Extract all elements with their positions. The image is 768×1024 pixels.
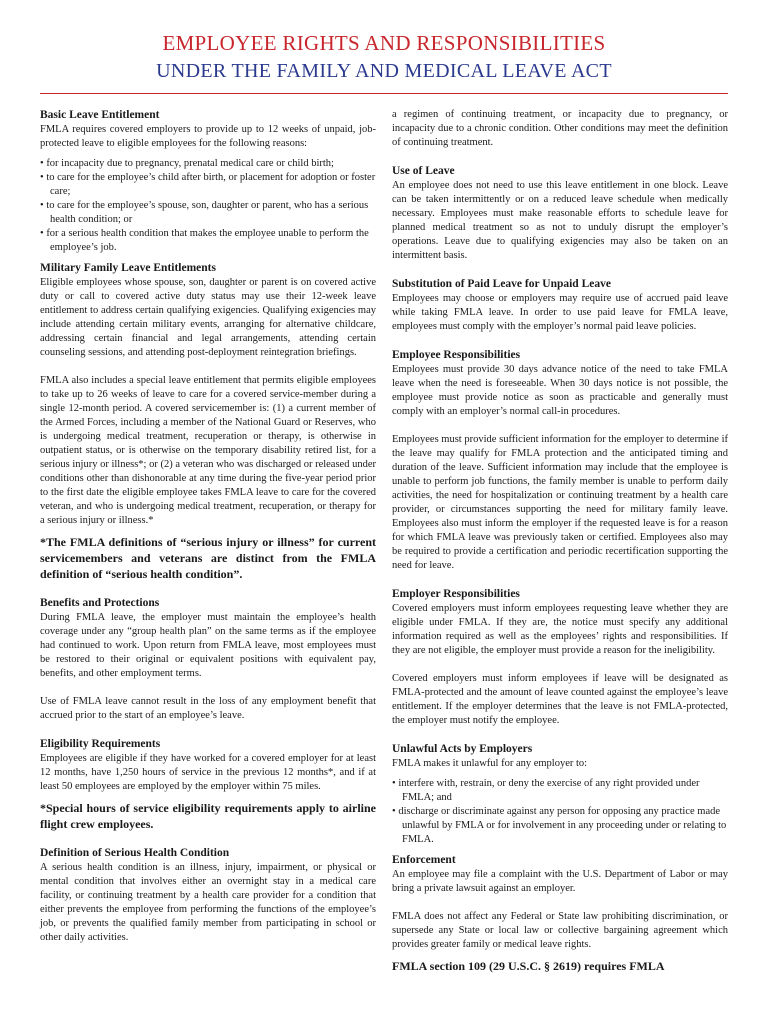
enforcement-cutoff-line: FMLA section 109 (29 U.S.C. § 2619) requires FMLA [392,959,665,973]
military-note: *The FMLA definitions of “serious injury or illness” for current servicemembers and veterans are distinct from the FMLA definition of “serious health condition”. [40,535,376,581]
military-paragraph-1: Eligible employees whose spouse, son, daughter or parent is on covered active duty or call to covered active duty status may use their 12-week leave entitlement to address certain qualifying exigencies. Qualifying exigencies may include attending certain military events, arranging for alternative childcare, addressing certain financial and legal arrangements, attending certain counseling sessions, and attending post-deployment reintegration briefings. [40,277,376,358]
section-heading-employee-responsibilities: Employee Responsibilities [392,349,521,361]
section-heading-eligibility: Eligibility Requirements [40,738,161,750]
section-heading-unlawful: Unlawful Acts by Employers [392,743,533,755]
section-heading-use: Use of Leave [392,165,455,177]
basic-reasons-list [40,157,376,255]
list-item: • to care for the employee’s spouse, son, daughter or parent, who has a serious health condition; or [40,199,376,227]
list-item: • to care for the employee’s child after birth, or placement for adoption or foster care; [40,171,376,199]
section-heading-definition: Definition of Serious Health Condition [40,847,230,859]
unlawful-acts-list [392,777,728,847]
benefits-paragraph-2: Use of FMLA leave cannot result in the loss of any employment benefit that accrued prior to the start of an employee’s leave. [40,696,376,721]
title-line-1: EMPLOYEE RIGHTS AND RESPONSIBILITIES [162,31,606,55]
list-item: • interfere with, restrain, or deny the exercise of any right provided under FMLA; and [392,777,728,805]
eligibility-note: *Special hours of service eligibility requirements apply to airline flight crew employees. [40,801,376,831]
military-paragraph-2: FMLA also includes a special leave entitlement that permits eligible employees to take up to 26 weeks of leave to care for a covered service-member during a single 12-month period. A covered servicemember is: (1) a current member of the Armed Forces, including a member of the National Guard or Reserves, who is undergoing medical treatment, recuperation or therapy, is otherwise in outpatient status, or is otherwise on the temporary disability retired list, for a serious injury or illness*; or (2) a veteran who was discharged or released under conditions other than dishonorable at any time during the five-year period prior to the first date the eligible employee takes FMLA leave to care for the covered veteran, and who is undergoing medical treatment, recuperation, or therapy for a serious injury or illness.* [40,375,376,526]
employer-resp-paragraph-2: Covered employers must inform employees if leave will be designated as FMLA-protected and the amount of leave counted against the employee’s leave entitlement. If the employer determines that the leave is not FMLA-protected, the employer must notify the employee. [392,673,728,726]
section-heading-employer-responsibilities: Employer Responsibilities [392,588,520,600]
list-item: • discharge or discriminate against any person for opposing any practice made unlawful by FMLA or for involvement in any proceeding under or relating to FMLA. [392,805,728,847]
section-heading-enforcement: Enforcement [392,854,456,866]
enforcement-paragraph-1: An employee may file a complaint with the U.S. Department of Labor or may bring a private lawsuit against an employer. [392,869,728,894]
benefits-paragraph-1: During FMLA leave, the employer must maintain the employee’s health coverage under any “group health plan” on the same terms as if the employee had continued to work. Upon return from FMLA leave, most employees must be restored to their original or equivalent positions with equivalent pay, benefits, and other employment terms. [40,612,376,679]
right-column [392,108,728,974]
enforcement-paragraph-2: FMLA does not affect any Federal or State law prohibiting discrimination, or supersede any State or local law or collective bargaining agreement which provides greater family or medical leave rights. [392,911,728,950]
section-heading-basic: Basic Leave Entitlement [40,109,160,121]
unlawful-intro: FMLA makes it unlawful for any employer to: [392,758,588,769]
section-heading-substitution: Substitution of Paid Leave for Unpaid Leave [392,278,611,290]
continued-paragraph: a regimen of continuing treatment, or incapacity due to pregnancy, or incapacity due to a chronic condition. Other conditions may meet the definition of continuing treatment. [392,109,728,148]
eligibility-paragraph: Employees are eligible if they have worked for a covered employer for at least 12 months, have 1,250 hours of service in the previous 12 months*, and if at least 50 employees are employed by the employer within 75 miles. [40,753,376,792]
left-column [40,108,376,959]
section-heading-benefits: Benefits and Protections [40,597,160,609]
employee-resp-paragraph-2: Employees must provide sufficient information for the employer to determine if the leave may qualify for FMLA protection and the anticipated timing and duration of the leave. Sufficient information may include that the employee is unable to perform job functions, the family member is unable to perform daily activities, the need for hospitalization or continuing treatment by a health care provider, or circumstances supporting the need for military family leave. Employees also must inform the employer if the requested leave is for a reason for which FMLA leave was previously taken or certified. Employees also may be required to provide a certification and periodic recertification supporting the need for leave. [392,434,728,571]
substitution-paragraph: Employees may choose or employers may require use of accrued paid leave while taking FMLA leave. In order to use paid leave for FMLA leave, employees must comply with the employer’s normal paid leave policies. [392,293,728,332]
list-item: • for a serious health condition that makes the employee unable to perform the employee’s job. [40,227,376,255]
basic-intro: FMLA requires covered employers to provide up to 12 weeks of unpaid, job-protected leave to eligible employees for the following reasons: [40,124,376,149]
employee-resp-paragraph-1: Employees must provide 30 days advance notice of the need to take FMLA leave when the need is foreseeable. When 30 days notice is not possible, the employee must provide notice as soon as practicable and generally must comply with an employer’s normal call-in procedures. [392,364,728,417]
section-heading-military: Military Family Leave Entitlements [40,262,216,274]
title-line-2: UNDER THE FAMILY AND MEDICAL LEAVE ACT [156,60,612,82]
definition-paragraph: A serious health condition is an illness, injury, impairment, or physical or mental condition that involves either an overnight stay in a medical care facility, or continuing treatment by a health care provider for a condition that either prevents the employee from performing the functions of the employee’s job, or prevents the qualified family member from participating in school or other daily activities. [40,862,376,943]
list-item: • for incapacity due to pregnancy, prenatal medical care or child birth; [40,157,376,171]
header-divider [40,93,728,94]
employer-resp-paragraph-1: Covered employers must inform employees requesting leave whether they are eligible under FMLA. If they are, the notice must specify any additional information required as well as the employees’ rights and responsibilities. If they are not eligible, the employer must provide a reason for the ineligibility. [392,603,728,656]
use-paragraph: An employee does not need to use this leave entitlement in one block. Leave can be taken intermittently or on a reduced leave schedule when medically necessary. Employees must make reasonable efforts to schedule leave for planned medical treatment so as not to unduly disrupt the employer’s operations. Leave due to qualifying exigencies may also be taken on an intermittent basis. [392,180,728,261]
